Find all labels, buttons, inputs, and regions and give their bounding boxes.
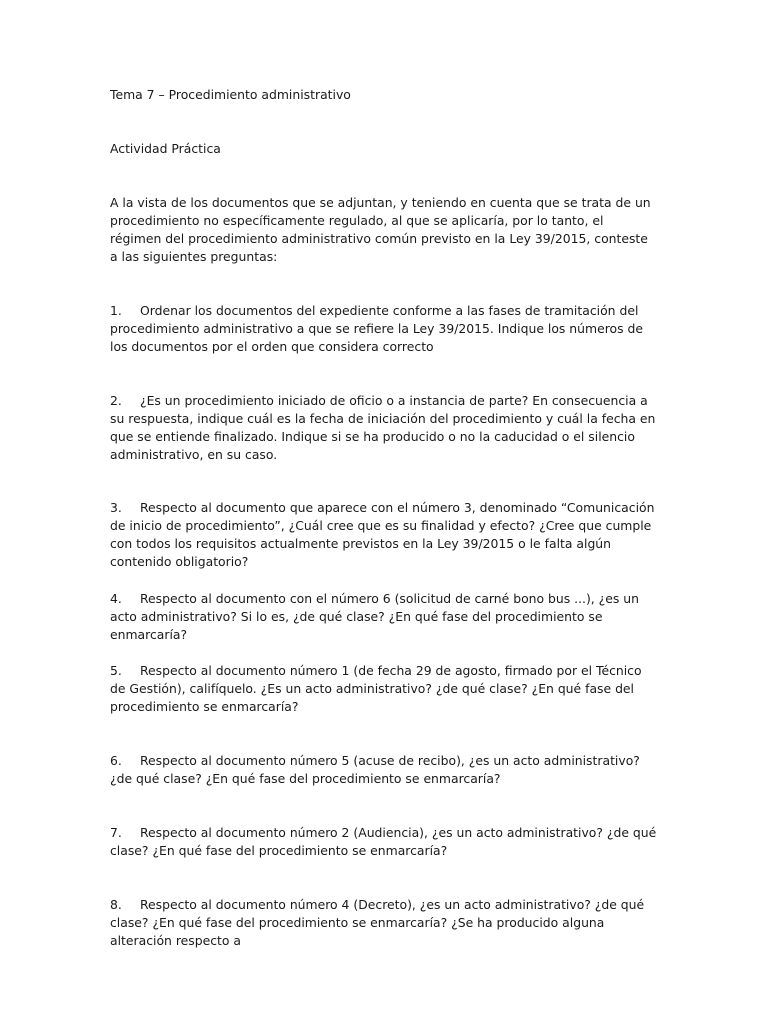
question-text: Respecto al documento número 5 (acuse de recibo), ¿es un acto administrativo? ¿de qué clase? ¿En qué fase del procedimiento se enmarcaría? (110, 753, 640, 786)
document-subtitle: Actividad Práctica (110, 141, 221, 156)
question-number: 4. (110, 591, 122, 606)
question-text: Respecto al documento número 4 (Decreto), ¿es un acto administrativo? ¿de qué clase? ¿En qué fase del procedimiento se enmarcaría? ¿Se ha producido alguna alteración respecto a (110, 897, 645, 948)
question-number: 5. (110, 663, 122, 678)
question-number: 7. (110, 825, 122, 840)
question-item (110, 302, 658, 356)
question-item (110, 824, 658, 860)
document-title: Tema 7 – Procedimiento administrativo (110, 87, 351, 102)
document-page (110, 0, 658, 1024)
question-number: 8. (110, 897, 122, 912)
question-number: 2. (110, 393, 122, 408)
question-text: Respecto al documento con el número 6 (solicitud de carné bono bus ...), ¿es un acto administrativo? Si lo es, ¿de qué clase? ¿En qué fase del procedimiento se enmarcaría? (110, 591, 639, 642)
question-number: 6. (110, 753, 122, 768)
question-text: Ordenar los documentos del expediente conforme a las fases de tramitación del procedimiento administrativo a que se refiere la Ley 39/2015. Indique los números de los documentos por el orden que considera correcto (110, 303, 643, 354)
question-item (110, 590, 658, 644)
question-text: Respecto al documento número 1 (de fecha 29 de agosto, firmado por el Técnico de Gestión), califíquelo. ¿Es un acto administrativo? ¿de qué clase? ¿En qué fase del procedimiento se enmarcaría? (110, 663, 642, 714)
question-item (110, 896, 658, 950)
question-text: Respecto al documento que aparece con el número 3, denominado “Comunicación de inicio de procedimiento”, ¿Cuál cree que es su finalidad y efecto? ¿Cree que cumple con todos los requisitos actualmente previstos en la Ley 39/2015 o le falta algún contenido obligatorio? (110, 500, 655, 569)
question-item (110, 499, 658, 571)
question-number: 3. (110, 500, 122, 515)
question-text: ¿Es un procedimiento iniciado de oficio o a instancia de parte? En consecuencia a su respuesta, indique cuál es la fecha de iniciación del procedimiento y cuál la fecha en que se entiende finalizado. Indique si se ha producido o no la caducidad o el silencio administrativo, en su caso. (110, 393, 656, 462)
intro-paragraph: A la vista de los documentos que se adjuntan, y teniendo en cuenta que se trata de un procedimiento no específicamente regulado, al que se aplicaría, por lo tanto, el régimen del procedimiento administrativo común previsto en la Ley 39/2015, conteste a las siguientes preguntas: (110, 195, 651, 264)
question-text: Respecto al documento número 2 (Audiencia), ¿es un acto administrativo? ¿de qué clase? ¿En qué fase del procedimiento se enmarcaría? (110, 825, 657, 858)
question-item (110, 752, 658, 788)
question-item (110, 662, 658, 716)
question-item (110, 392, 658, 464)
question-number: 1. (110, 303, 122, 318)
